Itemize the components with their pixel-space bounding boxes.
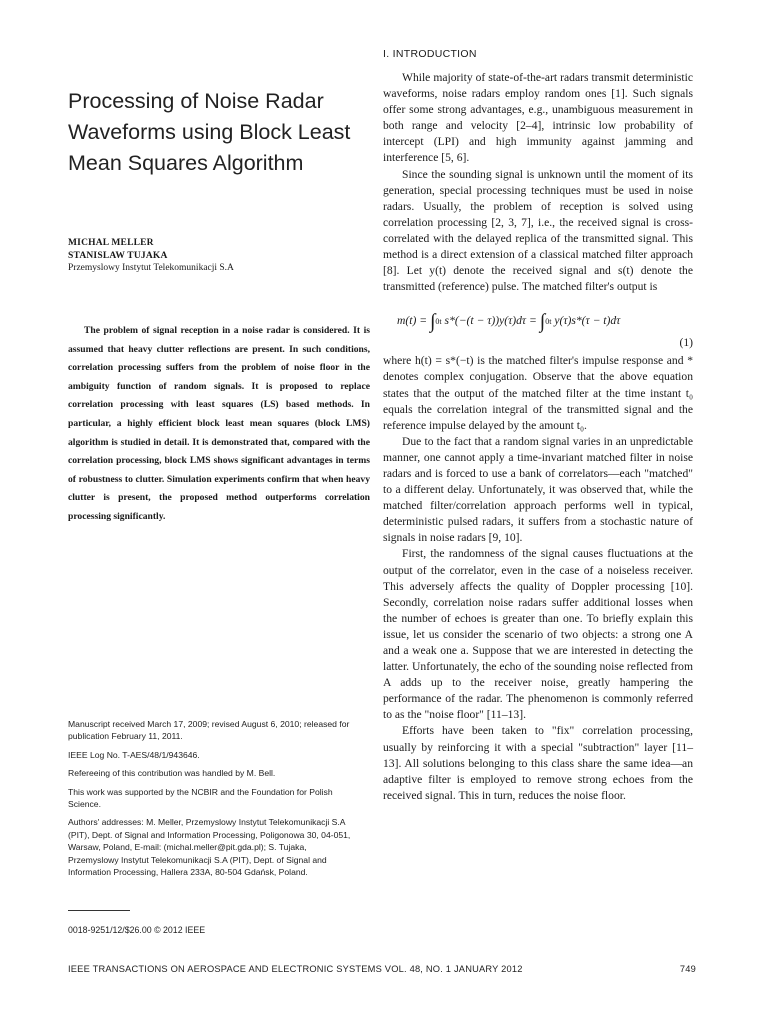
author-name: MICHAL MELLER bbox=[68, 238, 154, 248]
equation-expression: m(t) = ∫0t s*(−(t − τ))y(τ)dτ = ∫0t y(τ)s*(τ − t)dτ bbox=[397, 310, 621, 333]
paragraph: While majority of state-of-the-art radars transmit deterministic waveforms, noise radars employ random ones [1]. Such signals offer some strong advantages, e.g., unambiguous measurement in both range and velocity [2–4], intrinsic low probability of intercept (LPI) and high immunity against jamming and interference [5, 6]. bbox=[383, 71, 693, 165]
intro-body bbox=[383, 70, 693, 804]
log-note: IEEE Log No. T-AES/48/1/943646. bbox=[68, 749, 200, 760]
paragraph: where h(t) = s*(−t) is the matched filter's impulse response and * denotes complex conjugation. Observe that the above equation states that the output of the matched filter at the time instant t₀ equals the correlation integral of the transmitted signal and the reference impulse delayed by the amount t₀. bbox=[383, 354, 693, 432]
funding-note: This work was supported by the NCBIR and the Foundation for Polish Science. bbox=[68, 786, 333, 810]
manuscript-note: Manuscript received March 17, 2009; revised August 6, 2010; released for publication February 11, 2011. bbox=[68, 719, 350, 742]
footnotes bbox=[68, 718, 358, 884]
journal-name: IEEE TRANSACTIONS ON AEROSPACE AND ELECTRONIC SYSTEMS VOL. 48, NO. 1 JANUARY 2012 bbox=[68, 964, 523, 974]
paragraph: Since the sounding signal is unknown until the moment of its generation, special processing techniques must be used in noise radars. Usually, the problem of reception is solved using correlation processing [2, 3, 7], i.e., the received signal is cross-correlated with the delayed replica of the transmitted signal. This method is a direct extension of a classical matched filter approach [8]. Let y(t) denote the received signal and s(t) denote the transmitted (reference) pulse. The matched filter's output is bbox=[383, 167, 693, 294]
page-number: 749 bbox=[679, 964, 696, 974]
section-heading: I. INTRODUCTION bbox=[383, 48, 477, 60]
paragraph: First, the randomness of the signal causes fluctuations at the output of the correlator, even in the case of a noiseless receiver. This adversely affects the quality of Doppler processing [10]. Secondly, correlation noise radars suffer additional losses when the number of echoes is greater than one. To briefly explain this issue, let us consider the scenario of two objects: a strong one A and a weak one a. Suppose that we are interested in detecting the latter. Unfortunately, the echo of the sounding noise reflected from A adds up to the receiver noise, greatly hampering the performance of the radar. The phenomenon is commonly referred to as the "noise floor" [11–13]. bbox=[383, 547, 693, 722]
equation-1 bbox=[383, 295, 693, 353]
abstract: The problem of signal reception in a noise radar is considered. It is assumed that heavy clutter reflections are present. In such conditions, correlation processing suffers from the problem of noise floor in the ambiguity function of random signals. It is proposed to replace correlation processing with least squares (LS) based methods. In particular, a highly efficient block least mean squares (block LMS) algorithm is studied in detail. It is demonstrated that, compared with the correlation processing, block LMS shows significant advantages in terms of robustness to clutter. Simulation experiments confirm that when heavy clutter is present, the proposed method outperforms correlation processing significantly. bbox=[68, 325, 370, 522]
author-affiliation: Przemyslowy Instytut Telekomunikacji S.A bbox=[68, 263, 234, 273]
page-footer bbox=[68, 964, 696, 974]
referee-note: Refereeing of this contribution was handled by M. Bell. bbox=[68, 768, 276, 779]
paper-title: Processing of Noise Radar Waveforms using Block Least Mean Squares Algorithm bbox=[68, 89, 351, 175]
paragraph: Due to the fact that a random signal varies in an unpredictable manner, one cannot apply a time-invariant matched filter in noise radars and is forced to use a bank of correlators—each "matched" to a different delay. Unfortunately, it was observed that, while the matched filter/correlation approach performs well in typical, deterministic pulsed radars, it suffers from a stochastic nature of signals in noise radars [9, 10]. bbox=[383, 434, 693, 545]
copyright-line: 0018-9251/12/$26.00 © 2012 IEEE bbox=[68, 925, 206, 935]
address-note: Authors' addresses: M. Meller, Przemyslowy Instytut Telekomunikacji S.A (PIT), Dept. of Signal and Information Processing, Poligonowa 30, 04-051, Warsaw, Poland, E-mail: (michal.meller@pit.gda.pl); S. Tujaka, Przemyslowy Instytut Telekomunikacji S.A (PIT), Dept. of Signal and Information Processing, Hallera 233A, 80-504 Gdańsk, Poland. bbox=[68, 817, 351, 878]
author-name: STANISLAW TUJAKA bbox=[68, 250, 168, 261]
author-block bbox=[68, 237, 368, 275]
paragraph: Efforts have been taken to "fix" correlation processing, usually by reinforcing it with a special "subtraction" layer [11–13]. All solutions belonging to this class share the same idea—an adaptive filter is employed to remove strong echoes from the received signal. This in turn, reduces the noise floor. bbox=[383, 724, 693, 802]
footnote-rule bbox=[68, 910, 130, 911]
equation-number: (1) bbox=[679, 336, 693, 350]
